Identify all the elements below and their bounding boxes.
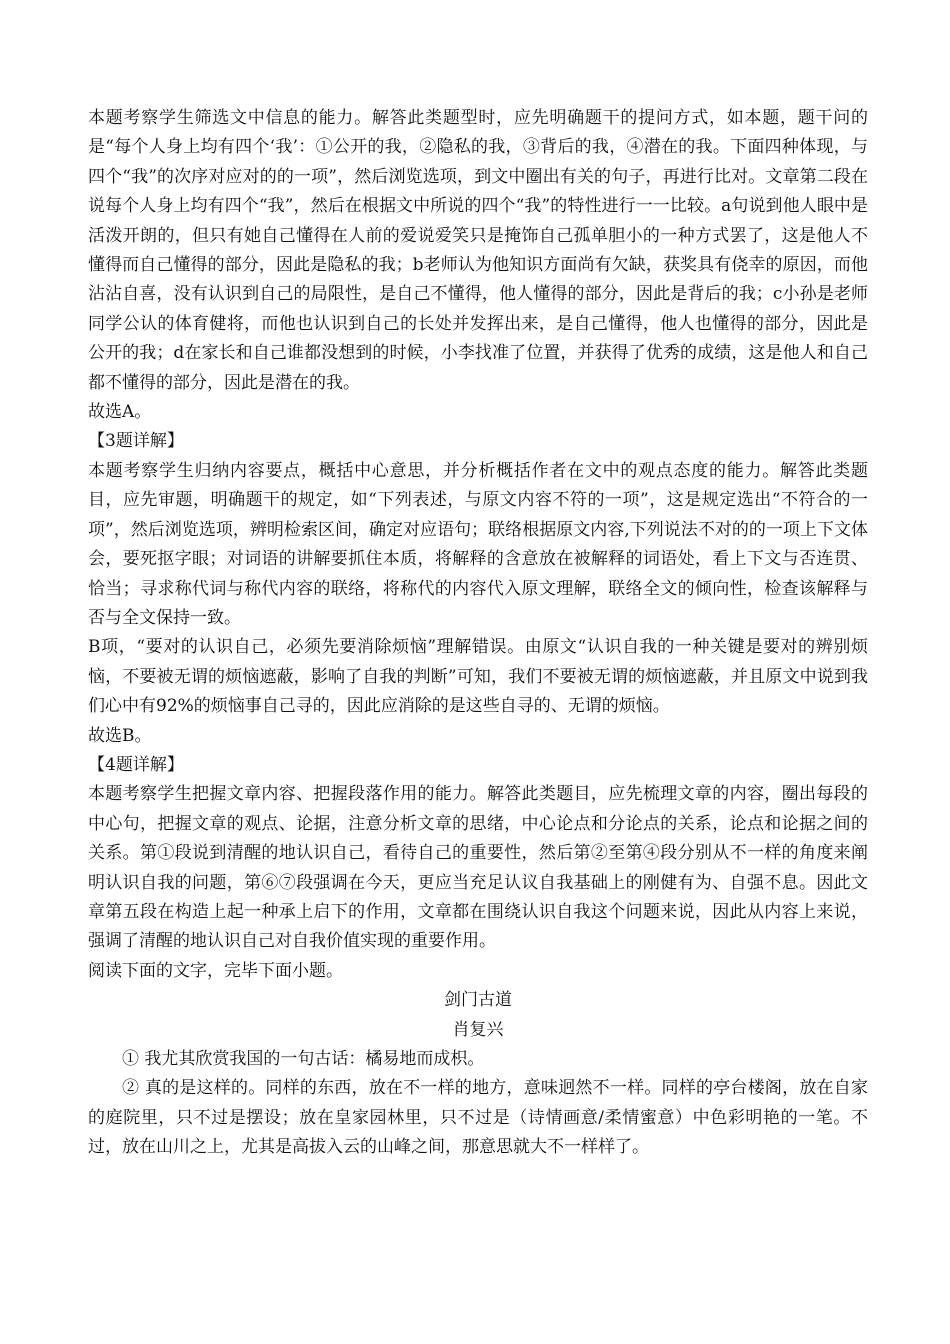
answer-choice-q2: 故选A。 (88, 402, 152, 423)
document-page (88, 104, 868, 1163)
answer-analysis-q3: 本题考察学生归纳内容要点，概括中心意思，并分析概括作者在文中的观点态度的能力。解答此类题目，应先审题，明确题干的规定，如“下列表述，与原文内容不符的一项”，这是规定选出“不符合的一项”，然后浏览选项，辨明检索区间，确定对应语句；联络根据原文内容,下列说法不对的的一项上下文体会，要死抠字眼；对词语的讲解要抓住本质，将解释的含意放在被解释的词语处，看上下文与否连贯、恰当；寻求称代词与称代内容的联络，将称代的内容代入原文理解，联络全文的倾向性，检查该解释与否与全文保持一致。 (88, 460, 868, 628)
article-title: 剑门古道 (444, 990, 512, 1011)
article-author: 肖复兴 (452, 1019, 504, 1040)
answer-choice-q3: 故选B。 (88, 725, 152, 746)
reading-instruction: 阅读下面的文字，完毕下面小题。 (88, 960, 343, 981)
section-heading-q4: 【4题详解】 (88, 754, 184, 775)
answer-analysis-q2: 本题考察学生筛选文中信息的能力。解答此类题型时，应先明确题干的提问方式，如本题，题干问的是“每个人身上均有四个‘我’：①公开的我，②隐私的我，③背后的我，④潜在的我。下面四种体现，与四个“我”的次序对应对的的一项”，然后浏览选项，到文中圈出有关的句子，再进行比对。文章第二段在说每个人身上均有四个“我”，然后在根据文中所说的四个“我”的特性进行一一比较。a句说到他人眼中是活泼开朗的，但只有她自己懂得在人前的爱说爱笑只是掩饰自己孤单胆小的一种方式罢了，这是他人不懂得而自己懂得的部分，因此是隐私的我；b老师认为他知识方面尚有欠缺，获奖具有侥幸的原因，而他沾沾自喜，没有认识到自己的局限性，是自己不懂得，他人懂得的部分，因此是背后的我；c小孙是老师同学公认的体育健将，而他也认识到自己的长处并发挥出来，是自己懂得，他人也懂得的部分，因此是公开的我；d在家长和自己谁都没想到的时候，小李找准了位置，并获得了优秀的成绩，这是他人和自己都不懂得的部分，因此是潜在的我。 (88, 108, 868, 393)
answer-option-b-explanation: B项，“要对的认识自己，必须先要消除烦恼”理解错误。由原文“认识自我的一种关键是要对的辨别烦恼，不要被无谓的烦恼遮蔽，影响了自我的判断”可知，我们不要被无谓的烦恼遮蔽，并且原文中说到我们心中有92%的烦恼事自己寻的，因此应消除的是这些自寻的、无谓的烦恼。 (88, 637, 868, 717)
article-paragraph-2: ② 真的是这样的。同样的东西，放在不一样的地方，意味迥然不一样。同样的亭台楼阁，放在自家的庭院里，只不过是摆设；放在皇家园林里，只不过是（诗情画意/柔情蜜意）中色彩明艳的一笔。不过，放在山川之上，尤其是高拔入云的山峰之间，那意思就大不一样样了。 (88, 1078, 868, 1158)
answer-analysis-q4: 本题考察学生把握文章内容、把握段落作用的能力。解答此类题目，应先梳理文章的内容，圈出每段的中心句，把握文章的观点、论据，注意分析文章的思绪，中心论点和分论点的关系，论点和论据之间的关系。第①段说到清醒的地认识自己，看待自己的重要性，然后第②至第④段分别从不一样的角度来阐明认识自我的问题，第⑥⑦段强调在今天，更应当充足认议自我基础上的刚健有为、自强不息。因此文章第五段在构造上起一种承上启下的作用，文章都在围绕认识自我这个问题来说，因此从内容上来说，强调了清醒的地认识自己对自我价值实现的重要作用。 (88, 784, 868, 952)
section-heading-q3: 【3题详解】 (88, 431, 184, 452)
article-paragraph-1: ① 我尤其欣赏我国的一句古话：橘易地而成枳。 (122, 1049, 485, 1069)
